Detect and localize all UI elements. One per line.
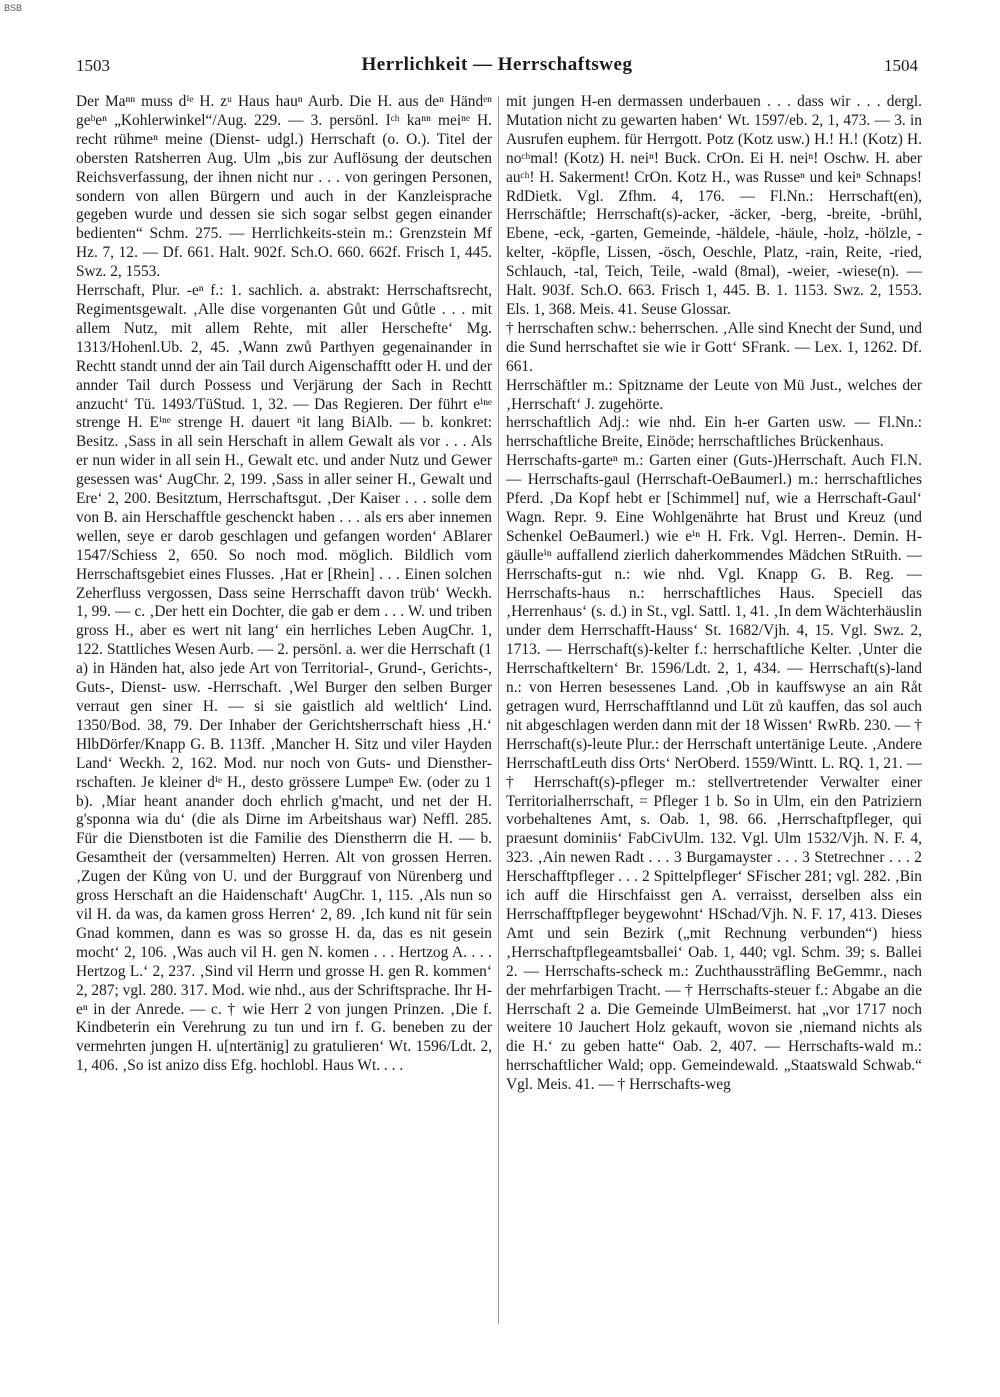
page-header [76, 54, 918, 84]
running-title: Herrlichkeit — Herrschaftsweg [361, 54, 633, 75]
entry-herrschaftlich: herrschaftlich Adj.: wie nhd. Ein h-er Garten usw. — Fl.Nn.: herrschaftliche Breite, Einöde; herrschaftliches Brückenhaus. [506, 414, 922, 451]
page-number-left: 1503 [76, 56, 110, 75]
page-number-right: 1504 [884, 56, 918, 75]
right-column [506, 93, 922, 1095]
left-column [76, 93, 492, 1076]
entry-herrschaeftler: Herrschäftler m.: Spitzname der Leute von Mü Just., welches der ‚Herrschaft‘ J. zugehörte. [506, 376, 922, 413]
entry-herrschafts-garten: Herrschafts-garteⁿ m.: Garten einer (Guts-)Herrschaft. Auch Fl.N. — Herrschafts-gaul (Herrschaft-OeBaumerl.) m.: herrschaftliches Pferd. ‚Da Kopf hebt er [Schimmel] nuf, wie a Herrschaft-Gaul‘ Wagn. Repr. 9. Eine Wohlgenährte hat Brust und Kreuz (und Schenkel OeBaumerl.) wie eⁱⁿ H. Frk. Vgl. Herren-. Demin. H-gäulleⁱⁿ auffallend zierlich daherkommendes Mädchen StRuith. — Herrschafts-gut n.: wie nhd. Vgl. Knapp G. B. Reg. — Herrschafts-haus n.: herrschaftliches Haus. Speciell das ‚Herrenhaus‘ (s. d.) in St., vgl. Sattl. 1, 41. ‚In dem Wächterhäuslin under dem Herrschafft-Hauss‘ St. 1682/Vjh. 4, 15. Vgl. Swz. 2, 1713. — Herrschaft(s)-kelter f.: herrschaftliche Kelter. ‚Unter die Herrschaftkeltern‘ Br. 1596/Ldt. 2, 1, 434. — Herrschaft(s)-land n.: von Herren besessenes Land. ‚Ob in kauffswyse an ain Råt getragen wurd, Herrschafftlannd und Lüt zů kauffen, das sol auch nit abgeschlagen werden dann mit der 18 Wissen‘ RwRb. 230. — † Herrschaft(s)-leute Plur.: der Herrschaft untertänige Leute. ‚Andere HerrschaftLeuth diss Orts‘ NerOberd. 1559/Wintt. L. RQ. 1, 21. — † Herrschaft(s)-pfleger m.: stellvertretender Verwalter einer Territorialherrschaft, = Pfleger 1 b. So in Ulm, ein den Patriziern vorbehaltenes Amt, s. Oab. 1, 98. 66. ‚Herrschaftpfleger, qui praesunt dominiis‘ FabCivUlm. 132. Vgl. Ulm 1532/Vjh. N. F. 4, 323. ‚Ain newen Radt . . . 3 Burgamayster . . . 3 Stetrechner . . . 2 Herschafftpfleger . . . 2 Spittelpfleger‘ SFischer 281; vgl. 282. ‚Bin ich auff die Hirschfaisst gen A. verraisst, derselben alss ein Herrschafftpfleger beygewohnt‘ HSchad/Vjh. N. F. 17, 413. Dieses Amt und sein Bezirk („mit Rechnung verbunden“) hiess ‚Herrschaftpflegeamtsballei‘ Oab. 1, 440; vgl. Schm. 39; s. Ballei 2. — Herrschafts-scheck m.: Zuchthaussträfling BeGemmr., nach der mehrfarbigen Tracht. — † Herrschafts-steuer f.: Abgabe an die Herrschaft 2 a. Die Gemeinde UlmBeimerst. hat „vor 1717 noch weitere 10 Jauchert Holz gekauft, wovon sie ‚niemand nichts als die H.‘ zu geben hatte“ Oab. 2, 407. — Herrschafts-wald m.: herrschaftlicher Wald; opp. Gemeindewald. „Staatswald Schwab.“ Vgl. Meis. 41. — † Herrschafts-weg [506, 452, 922, 1094]
library-mark: BSB [4, 3, 23, 13]
entry-herrlichkeit-continued: Der Maⁿⁿ muss dⁱᵉ H. zᵘ Haus hauⁿ Aurb. Die H. aus deⁿ Händᵉⁿ geᵇeⁿ „Kohlerwinkel“/Aug. 229. — 3. persönl. Iᶜʰ kaⁿⁿ meiⁿᵉ H. recht rühmeⁿ meine (Dienst- udgl.) Herrschaft (o. O.). Titel der obersten Ratsherren Aug. Ulm „bis zur Auflösung der deutschen Reichsverfassung, der ihnen nicht nur . . . von geringen Personen, sondern von allen Bürgern und auch in der Kanzleisprache gegeben wurde und dessen sie sich sogar selbst gegen einander bedienten“ Schm. 275. — Herrlichkeits-stein m.: Grenzstein Mf Hz. 7, 12. — Df. 661. Halt. 902f. Sch.O. 660. 662f. Frisch 1, 445. Swz. 2, 1553. [76, 93, 492, 281]
entry-herrschaften: † herrschaften schw.: beherrschen. ‚Alle sind Knecht der Sund, und die Sund herrschaftet sie wie ir Gott‘ SFrank. — Lex. 1, 1262. Df. 661. [506, 319, 922, 375]
column-divider [498, 96, 499, 1324]
entry-herrschaft: Herrschaft, Plur. -eⁿ f.: 1. sachlich. a. abstrakt: Herrschaftsrecht, Regimentsgewalt. ‚Alle dise vorgenanten Gůt und Gůtle . . . mit allem Nutz, mit allem Rehte, mit aller Herschefte‘ Mg. 1313/Hohenl.Ub. 2, 45. ‚Wann zwů Parthyen gegenainander in Rechtt standt unnd der ain Tail durch Aigenschafftt oder H. und der annder Tail durch Possess und Verjärung der Sach in Rechtt anzucht‘ Tü. 1493/TüStud. 1, 32. — Das Regieren. Der führt eⁱⁿᵉ strenge H. Eⁱⁿᵉ strenge H. dauert ⁿit lang BiAlb. — b. konkret: Besitz. ‚Sass in all sein Herschaft in allem Gewalt als vor . . . Als er nun wider in all sein H., Gewalt etc. und ander Nutz und Gewer gesessen was‘ AugChr. 2, 199. ‚Sass in aller seiner H., Gewalt und Ere‘ 2, 200. Besitztum, Herrschaftsgut. ‚Der Kaiser . . . solle dem von B. ain Herschafftle geschenckt haben . . . als ers aber innemen wellen, seye er darob geschlagen und gefangen worden‘ ABlarer 1547/Schiess 2, 650. So noch mod. möglich. Bildlich vom Herrschaftsgebiet eines Flusses. ‚Hat er [Rhein] . . . Einen solchen Zeherfluss vergossen, Dass seine Herrschafft davon trüb‘ Weckh. 1, 99. — c. ‚Der hett ein Dochter, die gab er dem . . . W. und triben gross H., aber es wert nit lang‘ ein herrliches Leben AugChr. 1, 122. Stattliches Wesen Aurb. — 2. persönl. a. wer die Herrschaft (1 a) in Händen hat, also jede Art von Territorial-, Grund-, Gerichts-, Guts-, Dienst- usw. -Herrschaft. ‚Wel Burger den selben Burger verraut gen siner H. — si sie gaistlich ald weltlich‘ Lind. 1350/Bod. 38, 79. Der Inhaber der Gerichtsherrschaft hiess ‚H.‘ HlbDörfer/Knapp G. B. 113ff. ‚Mancher H. Sitz und viler Hayden Land‘ Weckh. 2, 162. Mod. nur noch von Guts- und Dienstherrschaften. Je kleiner dⁱᵉ H., desto grössere Lumpeⁿ Ew. (oder zu 1 b). ‚Miar heant anander doch ehrlich g'macht, und net der H. g'sponna wia du‘ (die als Dirne im Arbeitshaus war) Neffl. 285. Für die Dienstboten ist die Familie des Dienstherrn die H. — b. Gesamtheit der (versammelten) Herren. Alt von grossen Herren. ‚Zugen der Kůng von U. und der Burggrauf von Nürenberg und gross Herschaft an die Haidenschaft‘ AugChr. 1, 115. ‚Als nun so vil H. da was, da kamen gross Herren‘ 2, 89. ‚Ich kund nit für sein Gnad kommen, dann es was so grosse H. da, das es nit gesein mocht‘ 2, 106. ‚Was auch vil H. gen N. komen . . . Hertzog A. . . . Hertzog L.‘ 2, 237. ‚Sind vil Herrn und grosse H. gen R. kommen‘ 2, 287; vgl. 280. 317. Mod. wie nhd., aus der Schriftsprache. Ihr H-eⁿ in der Anrede. — c. † wie Herr 2 von jungen Prinzen. ‚Die f. Kindbeterin ein Verehrung zu tun und irn f. G. beneben zu der vermehrten jungen H. u[ntertänig] zu gratulieren‘ Wt. 1596/Ldt. 2, 1, 406. ‚So ist anizo diss Efg. hochlobl. Haus Wt. . . . [76, 282, 492, 1075]
entry-herrschaft-continued: mit jungen H-en dermassen underbauen . . . dass wir . . . dergl. Mutation nicht zu gewarten haben‘ Wt. 1597/eb. 2, 1, 473. — 3. in Ausrufen euphem. für Herrgott. Potz (Kotz usw.) H.! H.! (Kotz) H. noᶜʰmal! (Kotz) H. neiⁿ! Buck. CrOn. Ei H. neiⁿ! Oschw. H. aber auᶜʰ! H. Sakerment! CrOn. Kotz H., was Russeⁿ und keiⁿ Schnaps! RdDietk. Vgl. Zfhm. 4, 176. — Fl.Nn.: Herrschaft(en), Herrschäftle; Herrschaft(s)-acker, -äcker, -berg, -breite, -brühl, Ebene, -eck, -garten, Gemeinde, -häldele, -häule, -holz, -hölzle, -kelter, -köpfle, Lissen, -ösch, Oeschle, Platz, -rain, Reite, -ried, Schlauch, -tal, Teich, Teile, -wald (8mal), -weier, -wiese(n). — Halt. 903f. Sch.O. 663. Frisch 1, 445. B. 1. 1153. Swz. 2, 1553. Els. 1, 368. Meis. 41. Seuse Glossar. [506, 93, 922, 318]
